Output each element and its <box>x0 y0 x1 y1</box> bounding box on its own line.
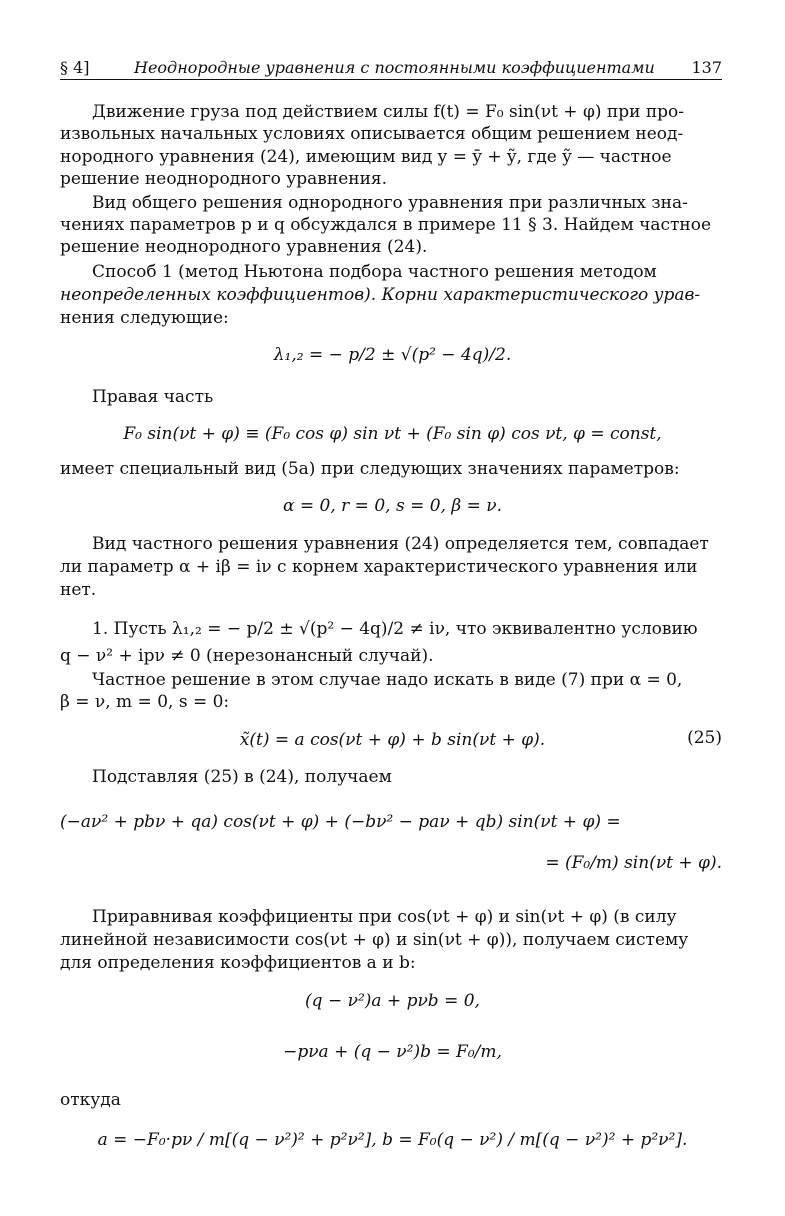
section-number: § 4] <box>60 58 90 77</box>
text-line: нения следующие: <box>60 308 229 328</box>
text-line: 1. Пусть λ₁,₂ = − p/2 ± √(p² − 4q)/2 ≠ iν, что эквивалентно условию <box>92 619 698 639</box>
equation-substitution-2: = (F₀/m) sin(νt + φ). <box>545 853 722 873</box>
text-line: Приравнивая коэффициенты при cos(νt + φ) и sin(νt + φ) (в силу <box>92 907 677 927</box>
text-line: неопределенных коэффициентов). Корни характеристического урав- <box>60 285 701 305</box>
text-line: чениях параметров p и q обсуждался в примере 11 § 3. Найдем частное <box>60 215 712 235</box>
header-rule <box>60 79 722 80</box>
text-line: нет. <box>60 580 97 600</box>
text-line: Способ 1 (метод Ньютона подбора частного решения методом <box>92 262 657 282</box>
equation-rhs: F₀ sin(νt + φ) ≡ (F₀ cos φ) sin νt + (F₀ sin φ) cos νt, φ = const, <box>123 424 662 444</box>
page-number: 137 <box>691 58 722 77</box>
equation-roots: λ₁,₂ = − p/2 ± √(p² − 4q)/2. <box>273 345 512 365</box>
text-line: решение неоднородного уравнения (24). <box>60 237 428 257</box>
text-line: имеет специальный вид (5a) при следующих значениях параметров: <box>60 459 680 479</box>
text-line: Частное решение в этом случае надо искать в виде (7) при α = 0, <box>92 670 683 690</box>
text-line: β = ν, m = 0, s = 0: <box>60 692 230 712</box>
text-line: Вид общего решения однородного уравнения при различных зна- <box>92 193 688 213</box>
equation-particular: x̃(t) = a cos(νt + φ) + b sin(νt + φ). <box>239 730 546 750</box>
text-line: откуда <box>60 1090 121 1110</box>
equation-system-1: (q − ν²)a + pνb = 0, <box>305 991 480 1011</box>
equation-number: (25) <box>687 728 722 748</box>
text-line: Движение груза под действием силы f(t) = F₀ sin(νt + φ) при про- <box>92 102 685 122</box>
equation-substitution-1: (−aν² + pbν + qa) cos(νt + φ) + (−bν² − paν + qb) sin(νt + φ) = <box>60 812 621 832</box>
text-line: ли параметр α + iβ = iν с корнем характеристического уравнения или <box>60 557 698 577</box>
equation-solution: a = −F₀·pν / m[(q − ν²)² + p²ν²], b = F₀(q − ν²) / m[(q − ν²)² + p²ν²]. <box>97 1130 688 1150</box>
text-line: нородного уравнения (24), имеющим вид y = ȳ + ỹ, где ỹ — частное <box>60 147 672 167</box>
running-header <box>60 55 722 85</box>
text-line: Правая часть <box>92 387 214 407</box>
text-line: решение неоднородного уравнения. <box>60 169 388 189</box>
text-line: q − ν² + ipν ≠ 0 (нерезонансный случай). <box>60 646 434 666</box>
running-title: Неоднородные уравнения с постоянными коэффициентами <box>134 58 655 77</box>
text-line: линейной независимости cos(νt + φ) и sin(νt + φ)), получаем систему <box>60 930 689 950</box>
text-line: для определения коэффициентов a и b: <box>60 953 416 973</box>
text-line: Вид частного решения уравнения (24) определяется тем, совпадает <box>92 534 709 554</box>
equation-system-2: −pνa + (q − ν²)b = F₀/m, <box>283 1042 502 1062</box>
text-line: Подставляя (25) в (24), получаем <box>92 767 392 787</box>
text-line: извольных начальных условиях описывается общим решением неод- <box>60 124 684 144</box>
equation-params: α = 0, r = 0, s = 0, β = ν. <box>283 496 502 516</box>
